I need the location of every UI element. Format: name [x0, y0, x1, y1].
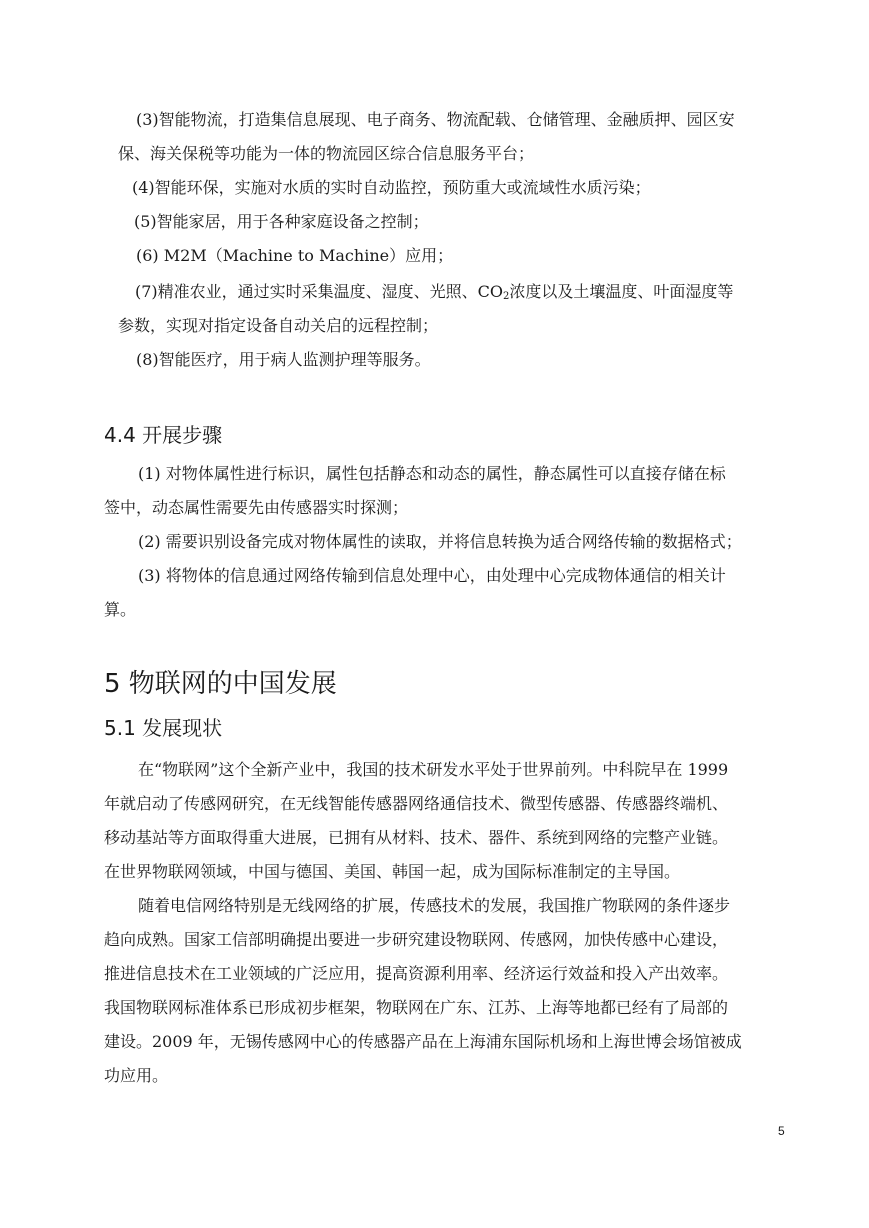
para-2-line-4: 我国物联网标准体系已形成初步框架，物联网在广东、江苏、上海等地都已经有了局部的: [104, 998, 729, 1017]
list-item-7-line-1: [135, 282, 733, 302]
list-item-8: (8)智能医疗，用于病人监测护理等服务。: [136, 350, 431, 369]
para-2-line-3: 推进信息技术在工业领域的广泛应用，提高资源利用率、经济运行效益和投入产出效率。: [104, 964, 729, 983]
para-2-line-5: 建设。2009 年，无锡传感网中心的传感器产品在上海浦东国际机场和上海世博会场馆被成: [104, 1032, 742, 1051]
chapter-5-heading: 5 物联网的中国发展: [104, 669, 337, 699]
page-number: 5: [778, 1124, 785, 1138]
para-1-line-4: 在世界物联网领域，中国与德国、美国、韩国一起，成为国际标准制定的主导国。: [104, 862, 681, 881]
para-1-line-3: 移动基站等方面取得重大进展，已拥有从材料、技术、器件、系统到网络的完整产业链。: [104, 828, 729, 847]
list-item-5: (5)智能家居，用于各种家庭设备之控制；: [134, 212, 429, 231]
para-1-line-2: 年就启动了传感网研究，在无线智能传感器网络通信技术、微型传感器、传感器终端机、: [104, 794, 729, 813]
section-5-1-heading: 5.1 发展现状: [104, 716, 223, 740]
list-item-7-text-a: (7)精准农业，通过实时采集温度、湿度、光照、CO: [135, 282, 504, 301]
list-item-3-line-2: 保、海关保税等功能为一体的物流园区综合信息服务平台；: [118, 144, 535, 163]
para-2-line-2: 趋向成熟。国家工信部明确提出要进一步研究建设物联网、传感网，加快传感中心建设，: [104, 930, 729, 949]
list-item-6: (6) M2M（Machine to Machine）应用；: [136, 246, 454, 265]
co2-subscript: 2: [503, 291, 510, 302]
step-1-line-2: 签中，动态属性需要先由传感器实时探测；: [104, 498, 409, 517]
para-1-line-1: 在“物联网”这个全新产业中，我国的技术研发水平处于世界前列。中科院早在 1999: [138, 760, 729, 779]
step-3-line-1: (3) 将物体的信息通过网络传输到信息处理中心，由处理中心完成物体通信的相关计: [138, 566, 726, 585]
step-2: (2) 需要识别设备完成对物体属性的读取，并将信息转换为适合网络传输的数据格式；: [138, 532, 742, 551]
section-4-4-heading: 4.4 开展步骤: [104, 423, 223, 447]
list-item-4: (4)智能环保，实施对水质的实时自动监控，预防重大或流域性水质污染；: [132, 178, 651, 197]
para-2-line-1: 随着电信网络特别是无线网络的扩展，传感技术的发展，我国推广物联网的条件逐步: [138, 896, 731, 915]
step-3-line-2: 算。: [104, 600, 137, 619]
list-item-3-line-1: (3)智能物流，打造集信息展现、电子商务、物流配载、仓储管理、金融质押、园区安: [136, 110, 735, 129]
para-2-line-6: 功应用。: [104, 1066, 169, 1085]
step-1-line-1: (1) 对物体属性进行标识，属性包括静态和动态的属性，静态属性可以直接存储在标: [138, 464, 726, 483]
list-item-7-line-2: 参数，实现对指定设备自动关启的远程控制；: [118, 316, 439, 335]
list-item-7-text-b: 浓度以及土壤温度、叶面湿度等: [509, 282, 734, 301]
